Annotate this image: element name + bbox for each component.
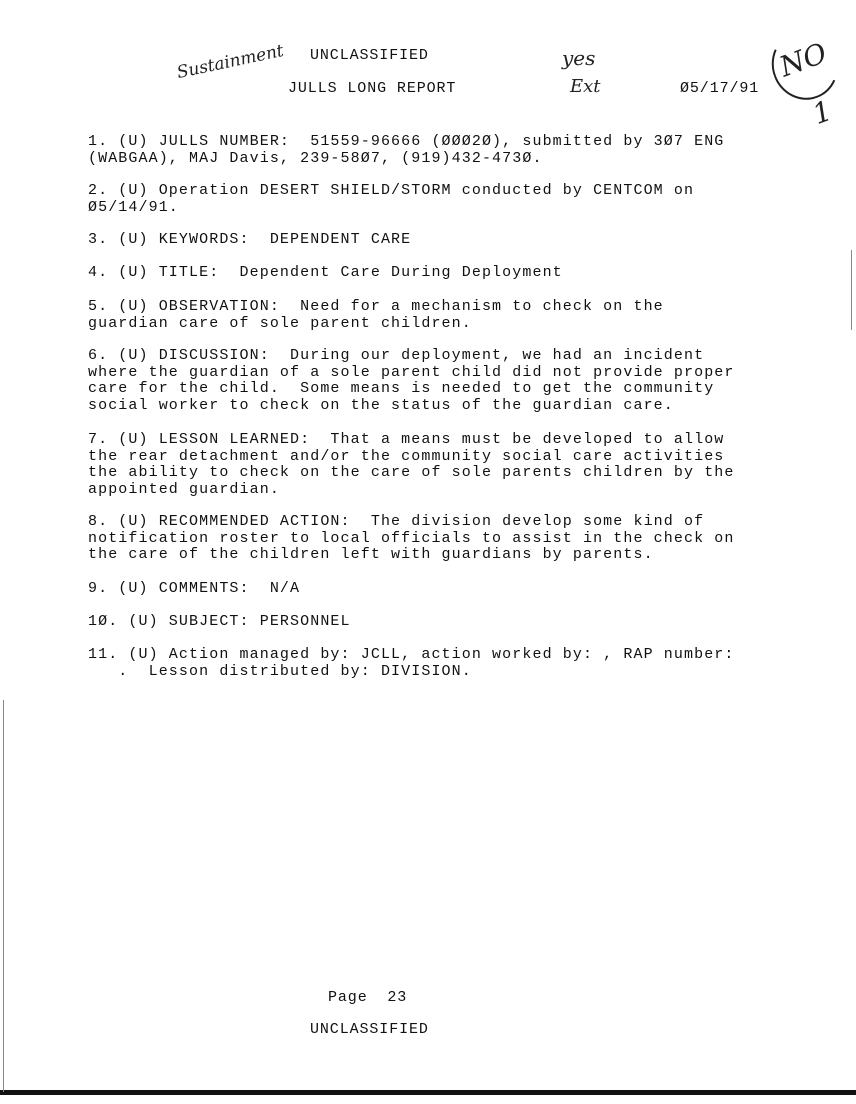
paragraph-line: 3. (U) KEYWORDS: DEPENDENT CARE <box>88 231 412 248</box>
paragraph-line: 11. (U) Action managed by: JCLL, action worked by: , RAP number: <box>88 646 735 663</box>
paragraph-9 <box>88 581 300 598</box>
paragraph-3 <box>88 232 411 249</box>
paragraph-line: 6. (U) DISCUSSION: During our deployment, we had an incident <box>88 347 705 364</box>
handwritten-ext: Ext <box>570 76 601 97</box>
paragraph-8 <box>88 514 735 564</box>
paragraph-line: Ø5/14/91. <box>88 198 179 216</box>
paragraph-line: 9. (U) COMMENTS: N/A <box>88 580 301 597</box>
paragraph-line: care for the child. Some means is needed to get the community <box>88 380 715 397</box>
handwritten-yes: yes <box>562 46 596 70</box>
report-title: JULLS LONG REPORT <box>288 80 457 97</box>
handwritten-sustainment: Sustainment <box>175 40 286 84</box>
paragraph-line: the care of the children left with guardians by parents. <box>88 546 654 563</box>
paragraph-line: where the guardian of a sole parent child did not provide proper <box>88 363 735 381</box>
paragraph-line: guardian care of sole parent children. <box>88 314 472 332</box>
paragraph-11 <box>88 647 735 680</box>
paragraph-line: 2. (U) Operation DESERT SHIELD/STORM conducted by CENTCOM on <box>88 182 695 199</box>
paragraph-line: notification roster to local officials to assist in the check on <box>88 529 735 547</box>
paragraph-line: 5. (U) OBSERVATION: Need for a mechanism to check on the <box>88 298 664 315</box>
header-classification: UNCLASSIFIED <box>310 47 429 64</box>
paragraph-line: . Lesson distributed by: DIVISION. <box>88 662 472 680</box>
paragraph-4 <box>88 265 563 282</box>
paragraph-line: social worker to check on the status of the guardian care. <box>88 396 674 414</box>
paragraph-7 <box>88 432 735 498</box>
paragraph-2 <box>88 183 694 216</box>
paragraph-line: appointed guardian. <box>88 480 280 498</box>
paragraph-line: 4. (U) TITLE: Dependent Care During Deployment <box>88 264 563 281</box>
paragraph-line: 1. (U) JULLS NUMBER: 51559-96666 (ØØØ2Ø), submitted by 3Ø7 ENG <box>88 133 725 150</box>
report-date: Ø5/17/91 <box>680 80 760 97</box>
paragraph-6 <box>88 348 735 414</box>
left-border <box>3 700 4 1092</box>
page-number: Page 23 <box>328 989 408 1006</box>
paragraph-10 <box>88 614 351 631</box>
paragraph-5 <box>88 299 664 332</box>
paragraph-line: 8. (U) RECOMMENDED ACTION: The division develop some kind of <box>88 513 705 530</box>
paragraph-line: the ability to check on the care of sole parents children by the <box>88 464 735 481</box>
paragraph-line: 1Ø. (U) SUBJECT: PERSONNEL <box>88 613 351 630</box>
footer-classification: UNCLASSIFIED <box>310 1021 429 1038</box>
handwritten-circled-note: NO 1 <box>762 21 848 109</box>
paragraph-line: (WABGAA), MAJ Davis, 239-58Ø7, (919)432-473Ø. <box>88 149 543 167</box>
paragraph-1 <box>88 134 724 167</box>
paragraph-line: the rear detachment and/or the community social care activities <box>88 447 725 465</box>
bottom-border <box>0 1090 856 1095</box>
paragraph-line: 7. (U) LESSON LEARNED: That a means must be developed to allow <box>88 431 725 448</box>
right-border <box>851 250 852 330</box>
